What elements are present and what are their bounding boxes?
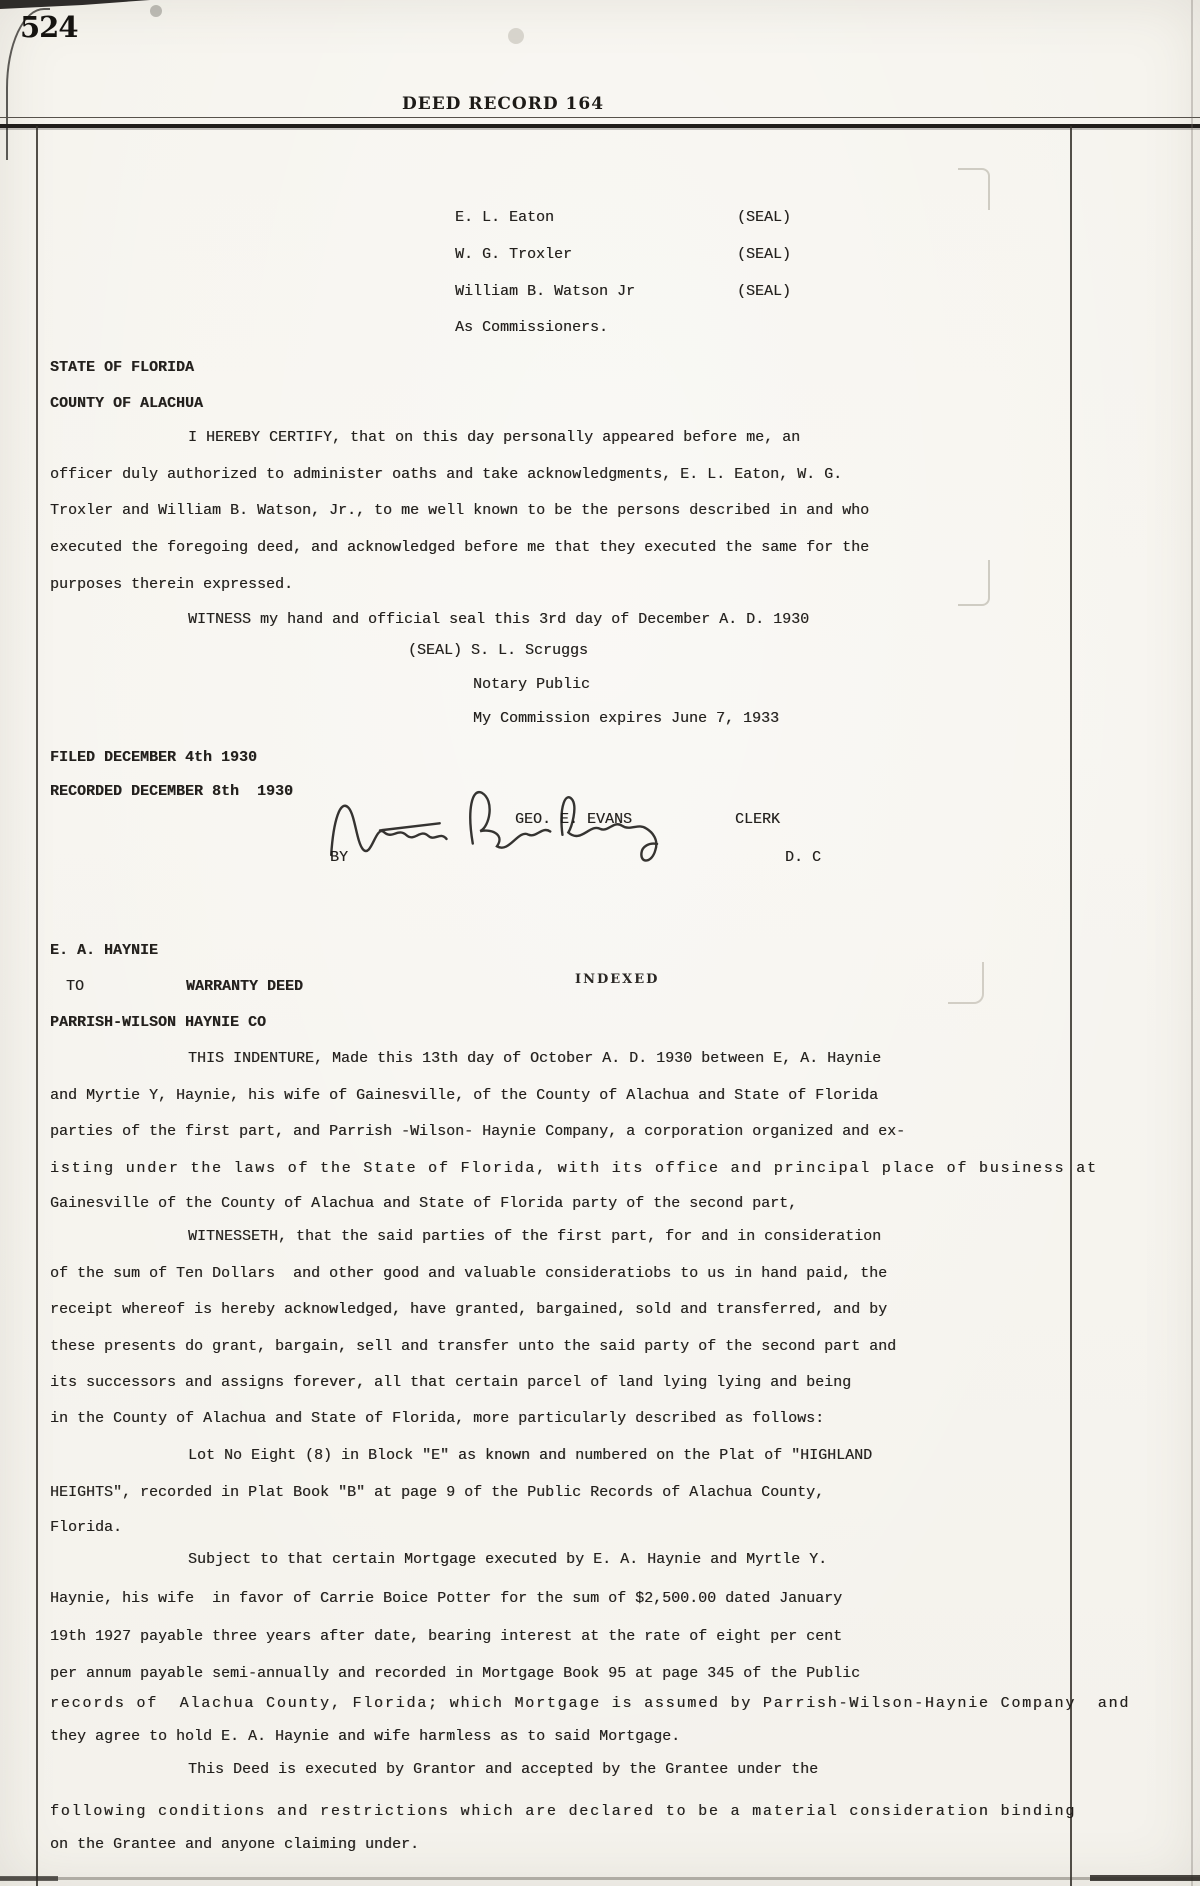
scan-artifact-corner-wedge bbox=[0, 0, 150, 9]
deed-line-15: Subject to that certain Mortgage executed by E. A. Haynie and Myrtle Y. bbox=[188, 1551, 828, 1568]
scan-edge-right bbox=[1191, 0, 1193, 1886]
book-header: DEED RECORD 164 bbox=[402, 94, 605, 114]
deed-line-17: 19th 1927 payable three years after date, bearing interest at the rate of eight per cent bbox=[50, 1628, 843, 1645]
filed-line: FILED DECEMBER 4th 1930 bbox=[50, 749, 258, 766]
certify-line-5: purposes therein expressed. bbox=[50, 576, 294, 593]
clerk-name: GEO. E. EVANS bbox=[515, 811, 633, 828]
header-rule-thin bbox=[0, 117, 1200, 118]
deed-line-13: HEIGHTS", recorded in Plat Book "B" at page 9 of the Public Records of Alachua County, bbox=[50, 1484, 825, 1501]
indexed-stamp: INDEXED bbox=[575, 972, 660, 987]
grantee-name: PARRISH-WILSON HAYNIE CO bbox=[50, 1014, 267, 1031]
seal-label-3: (SEAL) bbox=[737, 283, 792, 300]
notary-title: Notary Public bbox=[473, 676, 591, 693]
certify-line-2: officer duly authorized to administer oaths and take acknowledgments, E. L. Eaton, W. G. bbox=[50, 466, 843, 483]
deed-line-18: per annum payable semi-annually and recorded in Mortgage Book 95 at page 345 of the Public bbox=[50, 1665, 861, 1682]
deed-line-22: following conditions and restrictions which are declared to be a material consideration binding bbox=[50, 1803, 1077, 1820]
deed-line-3: parties of the first part, and Parrish -Wilson- Haynie Company, a corporation organized and ex- bbox=[50, 1123, 906, 1140]
signer-name-3: William B. Watson Jr bbox=[455, 283, 636, 300]
page-border-left bbox=[36, 126, 38, 1886]
deed-line-1: THIS INDENTURE, Made this 13th day of October A. D. 1930 between E, A. Haynie bbox=[188, 1050, 882, 1067]
state-caption: STATE OF FLORIDA bbox=[50, 359, 195, 376]
commissioners-caption: As Commissioners. bbox=[455, 319, 609, 336]
deed-line-5: Gainesville of the County of Alachua and State of Florida party of the second part, bbox=[50, 1195, 798, 1212]
signer-name-1: E. L. Eaton bbox=[455, 209, 555, 226]
deputy-clerk-signature bbox=[320, 769, 685, 888]
header-rule-thick bbox=[0, 124, 1200, 128]
scan-artifact-bracket-2 bbox=[958, 560, 990, 606]
certify-line-3: Troxler and William B. Watson, Jr., to me well known to be the persons described in and who bbox=[50, 502, 870, 519]
deed-line-9: these presents do grant, bargain, sell and transfer unto the said party of the second part and bbox=[50, 1338, 897, 1355]
scan-artifact-bracket-3 bbox=[948, 962, 984, 1004]
deed-line-19: records of Alachua County, Florida; which Mortgage is assumed by Parrish-Wilson-Haynie Company and bbox=[50, 1695, 1131, 1712]
deed-line-16: Haynie, his wife in favor of Carrie Boice Potter for the sum of $2,500.00 dated January bbox=[50, 1590, 843, 1607]
certify-line-4: executed the foregoing deed, and acknowledged before me that they executed the same for the bbox=[50, 539, 870, 556]
deed-line-23: on the Grantee and anyone claiming under. bbox=[50, 1836, 420, 1853]
signer-name-2: W. G. Troxler bbox=[455, 246, 573, 263]
certify-line-1: I HEREBY CERTIFY, that on this day personally appeared before me, an bbox=[188, 429, 801, 446]
scan-artifact-bottom-line bbox=[0, 1877, 1200, 1880]
seal-label-2: (SEAL) bbox=[737, 246, 792, 263]
deed-line-4: isting under the laws of the State of Florida, with its office and principal place of business at bbox=[50, 1160, 1098, 1177]
by-label: BY bbox=[330, 849, 349, 866]
notary-seal-line: (SEAL) S. L. Scruggs bbox=[408, 642, 589, 659]
to-label: TO bbox=[66, 978, 85, 995]
deed-line-11: in the County of Alachua and State of Florida, more particularly described as follows: bbox=[50, 1410, 825, 1427]
deed-line-21: This Deed is executed by Grantor and accepted by the Grantee under the bbox=[188, 1761, 819, 1778]
deed-line-12: Lot No Eight (8) in Block "E" as known and numbered on the Plat of "HIGHLAND bbox=[188, 1447, 873, 1464]
deed-line-20: they agree to hold E. A. Haynie and wife harmless as to said Mortgage. bbox=[50, 1728, 681, 1745]
deputy-initials: D. C bbox=[785, 849, 822, 866]
page-border-right bbox=[1070, 126, 1072, 1886]
scan-artifact-bottom-left bbox=[0, 1876, 58, 1881]
scan-artifact-bottom-right bbox=[1090, 1875, 1200, 1881]
scan-artifact-staple-mark bbox=[150, 5, 162, 17]
seal-label-1: (SEAL) bbox=[737, 209, 792, 226]
deed-line-8: receipt whereof is hereby acknowledged, have granted, bargained, sold and transferred, and by bbox=[50, 1301, 888, 1318]
deed-line-2: and Myrtie Y, Haynie, his wife of Gainesville, of the County of Alachua and State of Florida bbox=[50, 1087, 879, 1104]
page-number: 524 bbox=[20, 10, 78, 44]
scan-artifact-bracket-1 bbox=[958, 168, 990, 210]
scan-artifact-blot bbox=[508, 28, 524, 44]
deed-line-7: of the sum of Ten Dollars and other good and valuable consideratiobs to us in hand paid, the bbox=[50, 1265, 888, 1282]
clerk-title: CLERK bbox=[735, 811, 781, 828]
deed-line-10: its successors and assigns forever, all that certain parcel of land lying lying and being bbox=[50, 1374, 852, 1391]
deed-line-14: Florida. bbox=[50, 1519, 123, 1536]
witness-line: WITNESS my hand and official seal this 3rd day of December A. D. 1930 bbox=[188, 611, 810, 628]
grantor-name: E. A. HAYNIE bbox=[50, 942, 159, 959]
notary-commission: My Commission expires June 7, 1933 bbox=[473, 710, 780, 727]
county-caption: COUNTY OF ALACHUA bbox=[50, 395, 204, 412]
instrument-type: WARRANTY DEED bbox=[186, 978, 304, 995]
deed-line-6: WITNESSETH, that the said parties of the first part, for and in consideration bbox=[188, 1228, 882, 1245]
recorded-line: RECORDED DECEMBER 8th 1930 bbox=[50, 783, 294, 800]
